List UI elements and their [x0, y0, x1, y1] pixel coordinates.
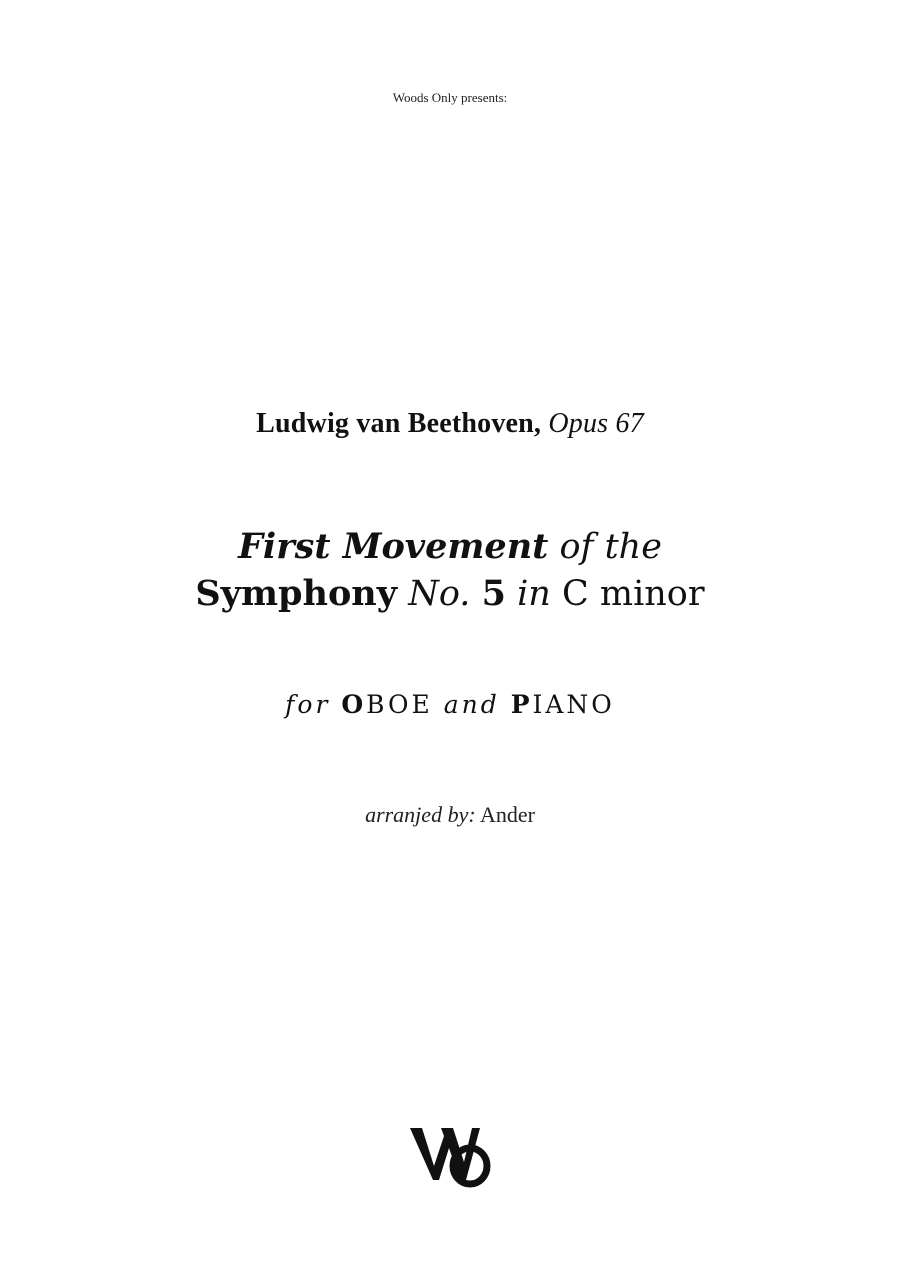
title-key: C minor	[561, 574, 705, 614]
title-number: 5	[481, 573, 506, 614]
piano-initial: P	[510, 690, 533, 719]
oboe-rest: BOE	[366, 690, 433, 719]
composer-name: Ludwig van Beethoven,	[256, 408, 542, 439]
instr-and: and	[443, 690, 500, 719]
opus-number: Opus 67	[548, 408, 644, 439]
piano-rest: IANO	[532, 690, 615, 719]
composer-line	[0, 408, 900, 440]
title-symphony: Symphony	[195, 573, 398, 614]
title-no: No.	[408, 574, 471, 614]
woods-only-logo-icon	[408, 1122, 492, 1188]
instrument-oboe	[341, 690, 432, 719]
instrument-piano	[511, 690, 615, 719]
instrumentation-line	[0, 690, 900, 719]
arranger-label: arranjed by:	[365, 802, 476, 827]
title-line-2	[0, 572, 900, 616]
instr-for: for	[285, 690, 331, 719]
arranger-name: Ander	[479, 802, 535, 827]
title-line-1	[0, 525, 900, 569]
arranger-line	[0, 802, 900, 828]
oboe-initial: O	[341, 690, 367, 719]
title-movement: First Movement	[238, 526, 549, 567]
logo-w-mark	[410, 1128, 480, 1180]
title-in: in	[517, 574, 551, 614]
presenter-line: Woods Only presents:	[392, 90, 508, 105]
title-of-the: of the	[559, 527, 662, 567]
